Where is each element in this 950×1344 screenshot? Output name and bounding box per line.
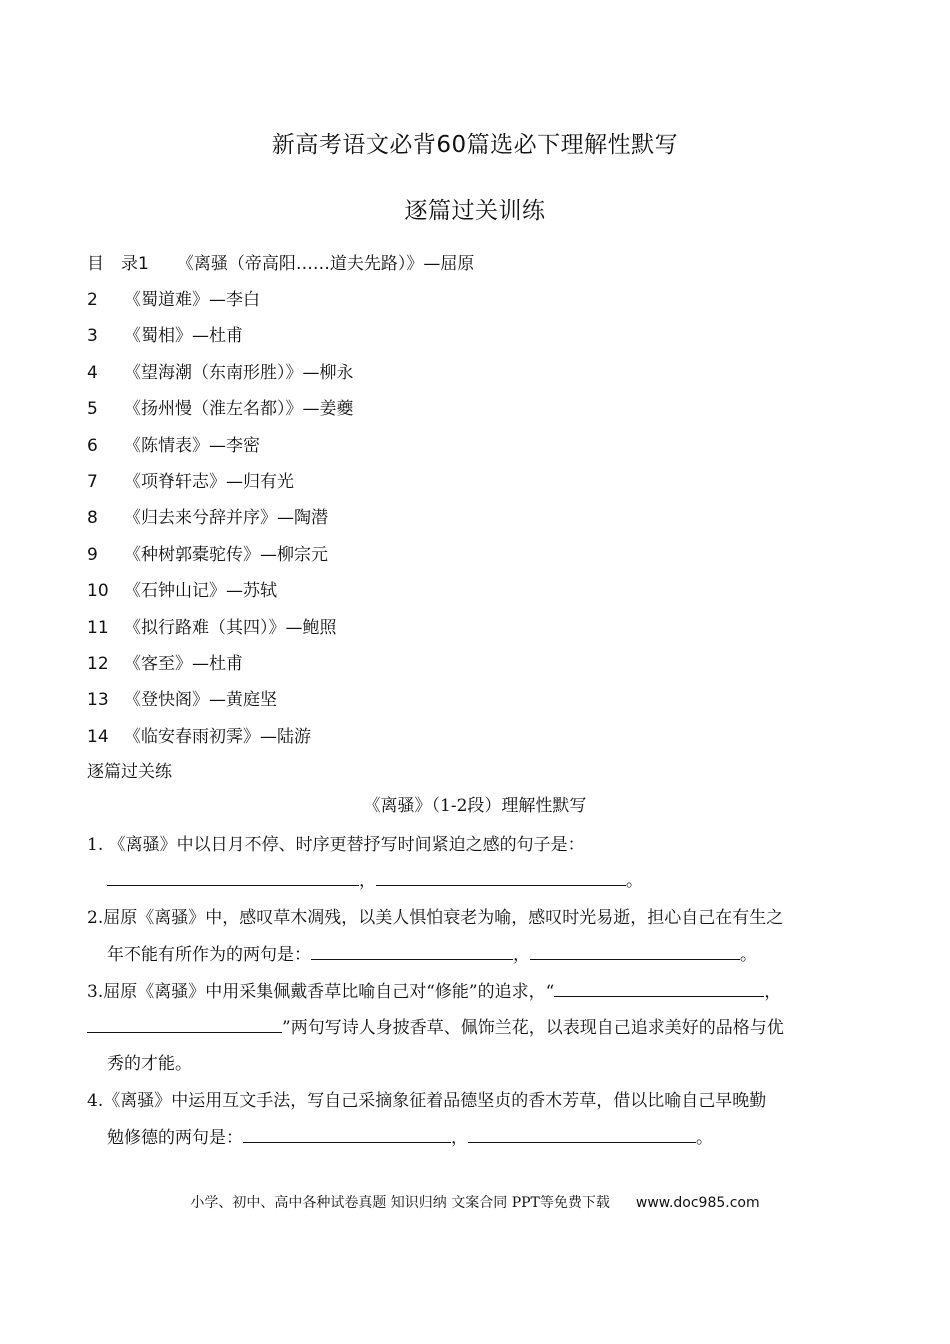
toc-item-number: 12 — [87, 654, 109, 674]
toc-item-number: 9 — [87, 544, 98, 565]
answer-blank[interactable] — [376, 870, 626, 886]
question-2-text: 2.屈原《离骚》中，感叹草木凋残，以美人惧怕衰老为喻，感叹时光易逝，担心自己在有生之 — [87, 908, 784, 928]
toc-item-text: 《拟行路难（其四）》—鲍照 — [124, 617, 337, 638]
toc-item-14[interactable] — [87, 722, 311, 747]
toc-item-number: 8 — [87, 508, 98, 529]
toc-item-number: 14 — [87, 726, 109, 747]
question-3-line-1 — [87, 977, 781, 1002]
toc-item-text: 《客至》—杜甫 — [124, 654, 243, 674]
toc-item-4[interactable] — [87, 358, 354, 383]
toc-item-number: 7 — [87, 472, 98, 492]
toc-item-text: 《陈情表》—李密 — [124, 435, 260, 456]
toc-item-number: 4 — [87, 362, 98, 383]
toc-item-text: 《种树郭橐驼传》—柳宗元 — [124, 544, 328, 565]
toc-item-number: 3 — [87, 326, 98, 347]
question-3-text: 3.屈原《离骚》中用采集佩戴香草比喻自己对“修能”的追求，“ — [87, 982, 555, 1002]
toc-item-12[interactable] — [87, 649, 243, 674]
toc-item-number: 2 — [87, 290, 98, 310]
toc-item-7[interactable] — [87, 467, 294, 492]
toc-item-9[interactable] — [87, 540, 328, 565]
answer-blank[interactable] — [87, 1017, 282, 1033]
punct: ， — [359, 871, 376, 891]
toc-item-text: 《登快阁》—黄庭坚 — [124, 690, 277, 711]
section-subheading: 《离骚》（1-2段）理解性默写 — [363, 796, 587, 816]
question-1-text: 1. 《离骚》中以日月不停、时序更替抒写时间紧迫之感的句子是： — [87, 835, 585, 855]
question-4-text: 4.《离骚》中运用互文手法，写自己采摘象征着品德坚贞的香木芳草，借以比喻自己早晚勤 — [87, 1091, 767, 1111]
question-3-text-cont: ”两句写诗人身披香草、佩饰兰花，以表现自己追求美好的品格与优 — [282, 1018, 784, 1038]
question-4-answer-line — [107, 1123, 713, 1148]
toc-item-text: 《蜀道难》—李白 — [124, 290, 260, 310]
toc-item-13[interactable] — [87, 685, 277, 710]
toc-item-text: 《望海潮（东南形胜）》—柳永 — [124, 362, 354, 383]
toc-item-text: 《临安春雨初霁》—陆游 — [124, 726, 311, 747]
answer-blank[interactable] — [468, 1127, 696, 1143]
toc-item-3[interactable] — [87, 321, 243, 346]
toc-item-11[interactable] — [87, 613, 337, 638]
punct: 。 — [740, 945, 757, 965]
punct: ， — [451, 1128, 468, 1148]
toc-item-text: 《扬州慢（淮左名都）》—姜夔 — [124, 399, 354, 420]
question-2-answer-line — [107, 940, 757, 965]
question-1-answer-line — [107, 866, 643, 891]
toc-item-5[interactable] — [87, 394, 354, 419]
punct: 。 — [626, 871, 643, 891]
document-subtitle: 逐篇过关训练 — [404, 198, 546, 224]
toc-item-1[interactable] — [87, 249, 474, 274]
punct: ， — [764, 982, 782, 1002]
toc-item-number: 11 — [87, 617, 109, 638]
question-3-line-2 — [87, 1013, 784, 1038]
document-title: 新高考语文必背60篇选必下理解性默写 — [271, 132, 679, 158]
question-3-line-3: 秀的才能。 — [107, 1054, 192, 1074]
answer-blank[interactable] — [530, 944, 740, 960]
toc-item-number: 13 — [87, 690, 109, 711]
punct: 。 — [696, 1128, 713, 1148]
punct: ， — [513, 945, 530, 965]
answer-blank[interactable] — [554, 981, 764, 997]
toc-item-text: 《归去来兮辞并序》—陶潜 — [124, 508, 328, 529]
toc-item-text: 《蜀相》—杜甫 — [124, 326, 243, 347]
answer-blank[interactable] — [107, 870, 359, 886]
toc-item-6[interactable] — [87, 431, 260, 456]
toc-item-2[interactable] — [87, 285, 260, 310]
toc-item-8[interactable] — [87, 503, 328, 528]
footer-text: 小学、初中、高中各种试卷真题 知识归纳 文案合同 PPT等免费下载 — [190, 1195, 610, 1211]
question-2-text-cont: 年不能有所作为的两句是： — [107, 945, 311, 965]
section-heading: 逐篇过关练 — [87, 762, 172, 782]
question-4-text-cont: 勉修德的两句是： — [107, 1128, 243, 1148]
footer-url[interactable]: www.doc985.com — [635, 1195, 760, 1211]
toc-prefix: 目 录1 — [87, 254, 149, 274]
toc-item-text: 《石钟山记》—苏轼 — [124, 581, 277, 602]
answer-blank[interactable] — [311, 944, 513, 960]
toc-item-10[interactable] — [87, 576, 277, 601]
toc-item-number: 6 — [87, 435, 98, 456]
toc-item-text: 《项脊轩志》—归有光 — [124, 472, 294, 492]
page-footer — [0, 1192, 950, 1212]
toc-item-number: 10 — [87, 581, 109, 602]
toc-item-number: 5 — [87, 399, 98, 420]
toc-item-text: 《离骚（帝高阳……道夫先路）》—屈原 — [176, 254, 475, 274]
answer-blank[interactable] — [243, 1127, 451, 1143]
